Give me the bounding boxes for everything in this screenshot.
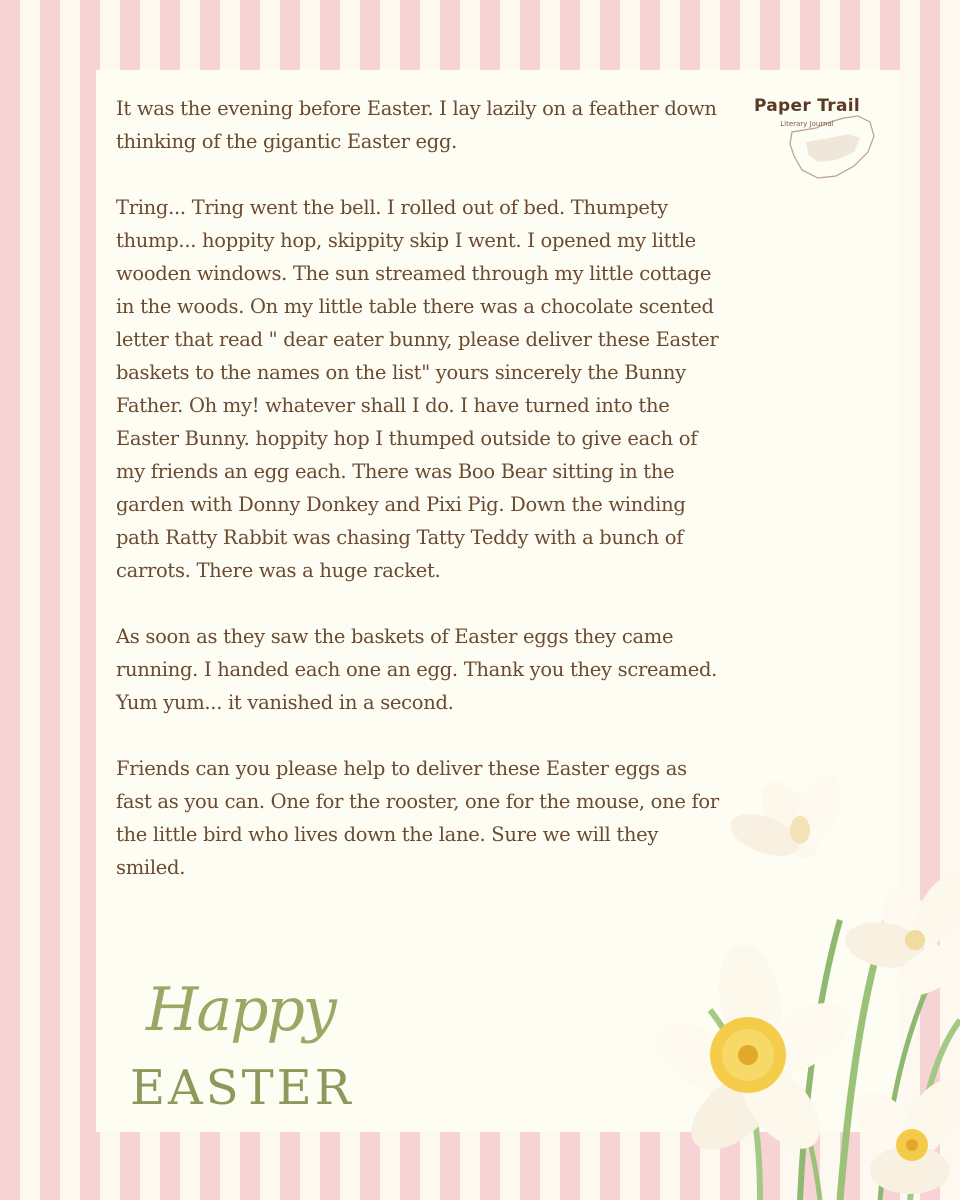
story-paragraph-1: It was the evening before Easter. I lay lazily on a feather down thinking of the gigantic Easter egg. xyxy=(116,97,717,153)
logo-subtitle: Literary Journal xyxy=(780,120,834,128)
white-flower-bottom xyxy=(842,1071,960,1194)
happy-heading: Happy xyxy=(146,975,335,1045)
logo-title: Paper Trail xyxy=(753,96,860,116)
story-text xyxy=(116,92,726,917)
easter-heading: EASTER xyxy=(130,1060,354,1116)
story-paragraph-2: Tring... Tring went the bell. I rolled out of bed. Thumpety thump... hoppity hop, skippity skip I went. I opened my little wooden windows. The sun streamed through my little cottage in the woods. On my little table there was a chocolate scented letter that read " dear eater bunny, please deliver these Easter baskets to the names on the list" yours sincerely the Bunny Father. Oh my! whatever shall I do. I have turned into the Easter Bunny. hoppity hop I thumped outside to give each of my friends an egg each. There was Boo Bear sitting in the garden with Donny Donkey and Pixi Pig. Down the winding path Ratty Rabbit was chasing Tatty Teddy with a bunch of carrots. There was a huge racket. xyxy=(116,196,719,582)
paper-trail-logo xyxy=(742,96,882,206)
story-paragraph-4: Friends can you please help to deliver these Easter eggs as fast as you can. One for the rooster, one for the mouse, one for the little bird who lives down the lane. Sure we will they smiled. xyxy=(116,757,719,879)
white-flower-top xyxy=(725,767,850,867)
story-paragraph-3: As soon as they saw the baskets of Easter eggs they came running. I handed each one an egg. Thank you they screamed. Yum yum... it vanished in a second. xyxy=(116,625,718,714)
daffodil-illustration xyxy=(640,760,960,1200)
white-flower-right xyxy=(842,865,960,1006)
